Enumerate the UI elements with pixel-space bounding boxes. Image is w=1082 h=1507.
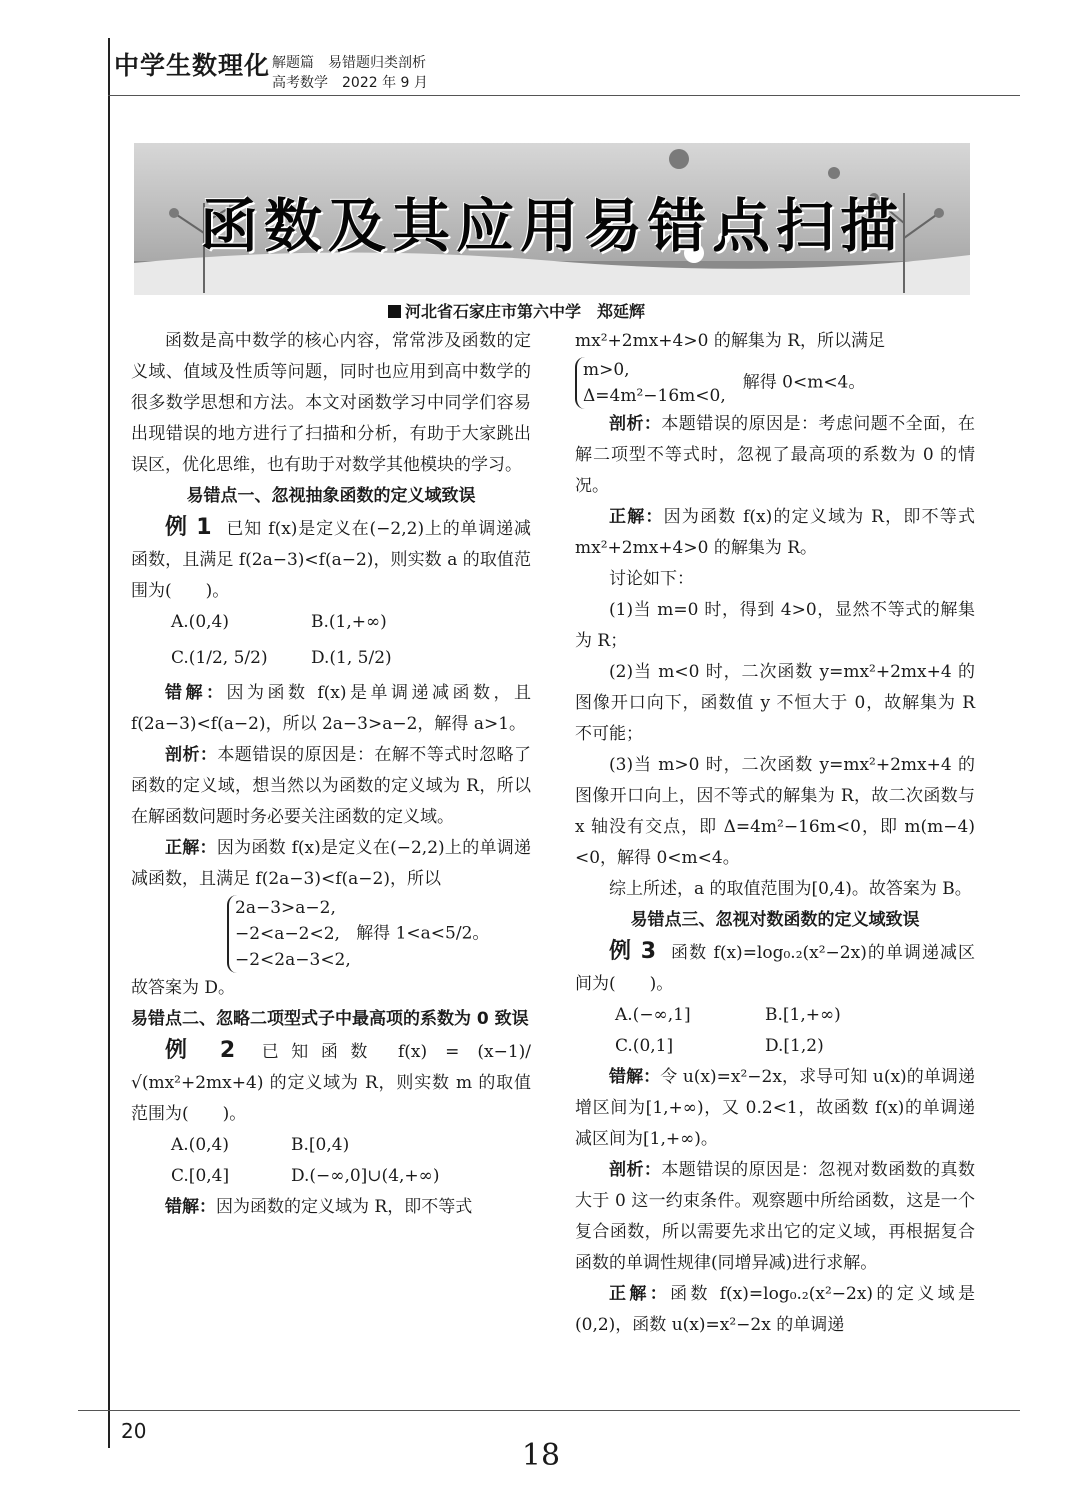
correct-text: 因为函数 f(x)的定义域为 R，即不等式 mx²+2mx+4>0 的解集为 R。: [575, 507, 975, 558]
wrong-text: 因为函数 f(x)是单调递减函数，且 f(2a−3)<f(a−2)，所以 2a−3>a−2，解得 a>1。: [131, 683, 531, 734]
option-d: D.(−∞,0]∪(4,+∞): [291, 1166, 440, 1186]
wrong-solution-1: [131, 678, 531, 740]
correct-label: 正解：: [609, 1284, 671, 1304]
case-3: (3)当 m>0 时，二次函数 y=mx²+2mx+4 的图像开口向上，因不等式的解集为 R，故二次函数与 x 轴没有交点，即 Δ=4m²−16m<0，即 m(m−4)<0，解得 0<m<4。: [575, 755, 975, 868]
analysis-text: 本题错误的原因是：忽视对数函数的真数大于 0 这一约束条件。观察题中所给函数，这是一个复合函数，所以需要先求出它的定义域，再根据复合函数的单调性规律(同增异减)进行求解。: [575, 1160, 976, 1273]
example-1-text: 已知 f(x)是定义在(−2,2)上的单调递减函数，且满足 f(2a−3)<f(a−2)，则实数 a 的取值范围为( )。: [131, 519, 531, 601]
title-banner: [134, 143, 970, 295]
correct-label: 正解：: [609, 507, 664, 527]
system-row-1: 2a−3>a−2,: [235, 898, 336, 918]
example-2-label: 例 2: [165, 1038, 236, 1063]
footer-number: 18: [521, 1438, 561, 1473]
wrong-label: 错解：: [165, 683, 227, 703]
analysis-3: [575, 1155, 975, 1279]
option-b: B.(1,+∞): [311, 612, 387, 632]
option-b: B.[1,+∞): [765, 1005, 841, 1025]
option-a: A.(0,4): [171, 612, 229, 632]
analysis-text: 本题错误的原因是：在解不等式时忽略了函数的定义域，想当然以为函数的定义域为 R，所以在解函数问题时务必要关注函数的定义域。: [131, 745, 532, 827]
author-text: 河北省石家庄市第六中学 郑延辉: [405, 302, 646, 321]
author-line: [388, 299, 645, 322]
system-row-2: −2<a−2<2,: [235, 924, 340, 944]
header-rule: [108, 95, 1020, 96]
example-1: [131, 512, 531, 607]
system-result: 解得 1<a<5/2。: [356, 923, 490, 944]
example-3-options-cd: [575, 1031, 975, 1062]
example-2: [131, 1035, 531, 1130]
analysis-text: 本题错误的原因是：考虑问题不全面，在解二项型不等式时，忽视了最高项的系数为 0 的情况。: [575, 414, 976, 496]
example-3-text: 函数 f(x)=log₀.₂(x²−2x)的单调递减区间为( )。: [575, 943, 975, 994]
option-b: B.[0,4): [291, 1135, 350, 1155]
wrong-text: 令 u(x)=x²−2x，求导可知 u(x)的单调递增区间为[1,+∞)，又 0.2<1，故函数 f(x)的单调递减区间为[1,+∞)。: [575, 1067, 976, 1149]
analysis-label: 剖析：: [609, 414, 662, 434]
case-1: (1)当 m=0 时，得到 4>0，显然不等式的解集为 R；: [575, 600, 975, 651]
correct-solution-1: [131, 833, 531, 895]
example-3-options-ab: [575, 1000, 975, 1031]
analysis-label: 剖析：: [609, 1160, 662, 1180]
summary: 综上所述，a 的取值范围为[0,4)。故答案为 B。: [609, 879, 972, 899]
example-2-options-cd: [131, 1161, 531, 1192]
system-brace: [575, 357, 726, 409]
system-row-1: m>0,: [583, 360, 630, 380]
intro-paragraph: 函数是高中数学的核心内容，常常涉及函数的定义域、值域及性质等问题，同时也应用到高中数学的很多数学思想和方法。本文对函数学习中同学们容易出现错误的地方进行了扫描和分析，有助于大家跳出误区，优化思维，也有助于对数学其他模块的学习。: [131, 331, 531, 475]
page-number: 20: [121, 1419, 147, 1443]
wrong-solution-2: [131, 1192, 531, 1223]
system-row-3: −2<2a−3<2,: [235, 950, 351, 970]
analysis-1: [131, 740, 531, 833]
left-column: [131, 326, 531, 1223]
system-result: 解得 0<m<4。: [742, 372, 866, 393]
example-2-text: 已知函数 f(x) = (x−1)/√(mx²+2mx+4) 的定义域为 R，则实数 m 的取值范围为( )。: [131, 1042, 531, 1124]
option-d: D.(1, 5/2): [311, 648, 392, 668]
article-title: 函数及其应用易错点扫描: [199, 192, 904, 260]
answer-1: 故答案为 D。: [131, 978, 236, 998]
header-section: 解题篇 易错题归类剖析: [272, 55, 426, 71]
discussion-intro: 讨论如下：: [609, 569, 694, 589]
option-d: D.[1,2): [765, 1036, 824, 1056]
continued-text: mx²+2mx+4>0 的解集为 R，所以满足: [575, 331, 886, 351]
example-2-options-ab: [131, 1130, 531, 1161]
system-brace: [227, 895, 351, 973]
journal-name: 中学生数理化: [114, 51, 271, 80]
case-2: (2)当 m<0 时，二次函数 y=mx²+2mx+4 的图像开口向下，函数值 y 不恒大于 0，故解集为 R 不可能；: [575, 662, 975, 744]
example-1-label: 例 1: [165, 515, 212, 540]
wrong-label: 错解：: [165, 1197, 216, 1217]
correct-label: 正解：: [165, 838, 217, 858]
square-bullet-icon: [388, 305, 401, 318]
analysis-label: 剖析：: [165, 745, 218, 765]
system-row-2: Δ=4m²−16m<0,: [583, 386, 726, 406]
section-heading-3: 易错点三、忽视对数函数的定义域致误: [630, 910, 920, 930]
option-c: C.[0,4]: [171, 1166, 230, 1186]
right-column: [575, 326, 975, 1341]
margin-rule: [108, 38, 110, 1448]
example-3: [575, 936, 975, 1000]
example-1-options-cd: [131, 638, 531, 678]
wrong-text: 因为函数的定义域为 R，即不等式: [216, 1197, 473, 1217]
example-1-options-ab: [131, 607, 531, 638]
option-a: A.(0,4): [171, 1135, 229, 1155]
footer-rule: [78, 1410, 1020, 1411]
correct-solution-2: [575, 502, 975, 564]
wrong-label: 错解：: [609, 1067, 661, 1087]
option-c: C.(1/2, 5/2): [171, 648, 268, 668]
option-a: A.(−∞,1]: [615, 1005, 691, 1025]
correct-text: 函数 f(x)=log₀.₂(x²−2x)的定义域是(0,2)，函数 u(x)=x²−2x 的单调递: [575, 1284, 975, 1335]
section-heading-2: 易错点二、忽略二项型式子中最高项的系数为 0 致误: [131, 1009, 529, 1029]
wrong-solution-3: [575, 1062, 975, 1155]
analysis-2: [575, 409, 975, 502]
header-issue: 高考数学 2022 年 9 月: [272, 75, 428, 91]
option-c: C.(0,1]: [615, 1036, 674, 1056]
correct-solution-3: [575, 1279, 975, 1341]
section-heading-1: 易错点一、忽视抽象函数的定义域致误: [186, 486, 476, 506]
system-1: [131, 895, 531, 973]
example-3-label: 例 3: [609, 939, 657, 964]
system-2: [575, 357, 975, 409]
correct-text: 因为函数 f(x)是定义在(−2,2)上的单调递减函数，且满足 f(2a−3)<f(a−2)，所以: [131, 838, 532, 889]
